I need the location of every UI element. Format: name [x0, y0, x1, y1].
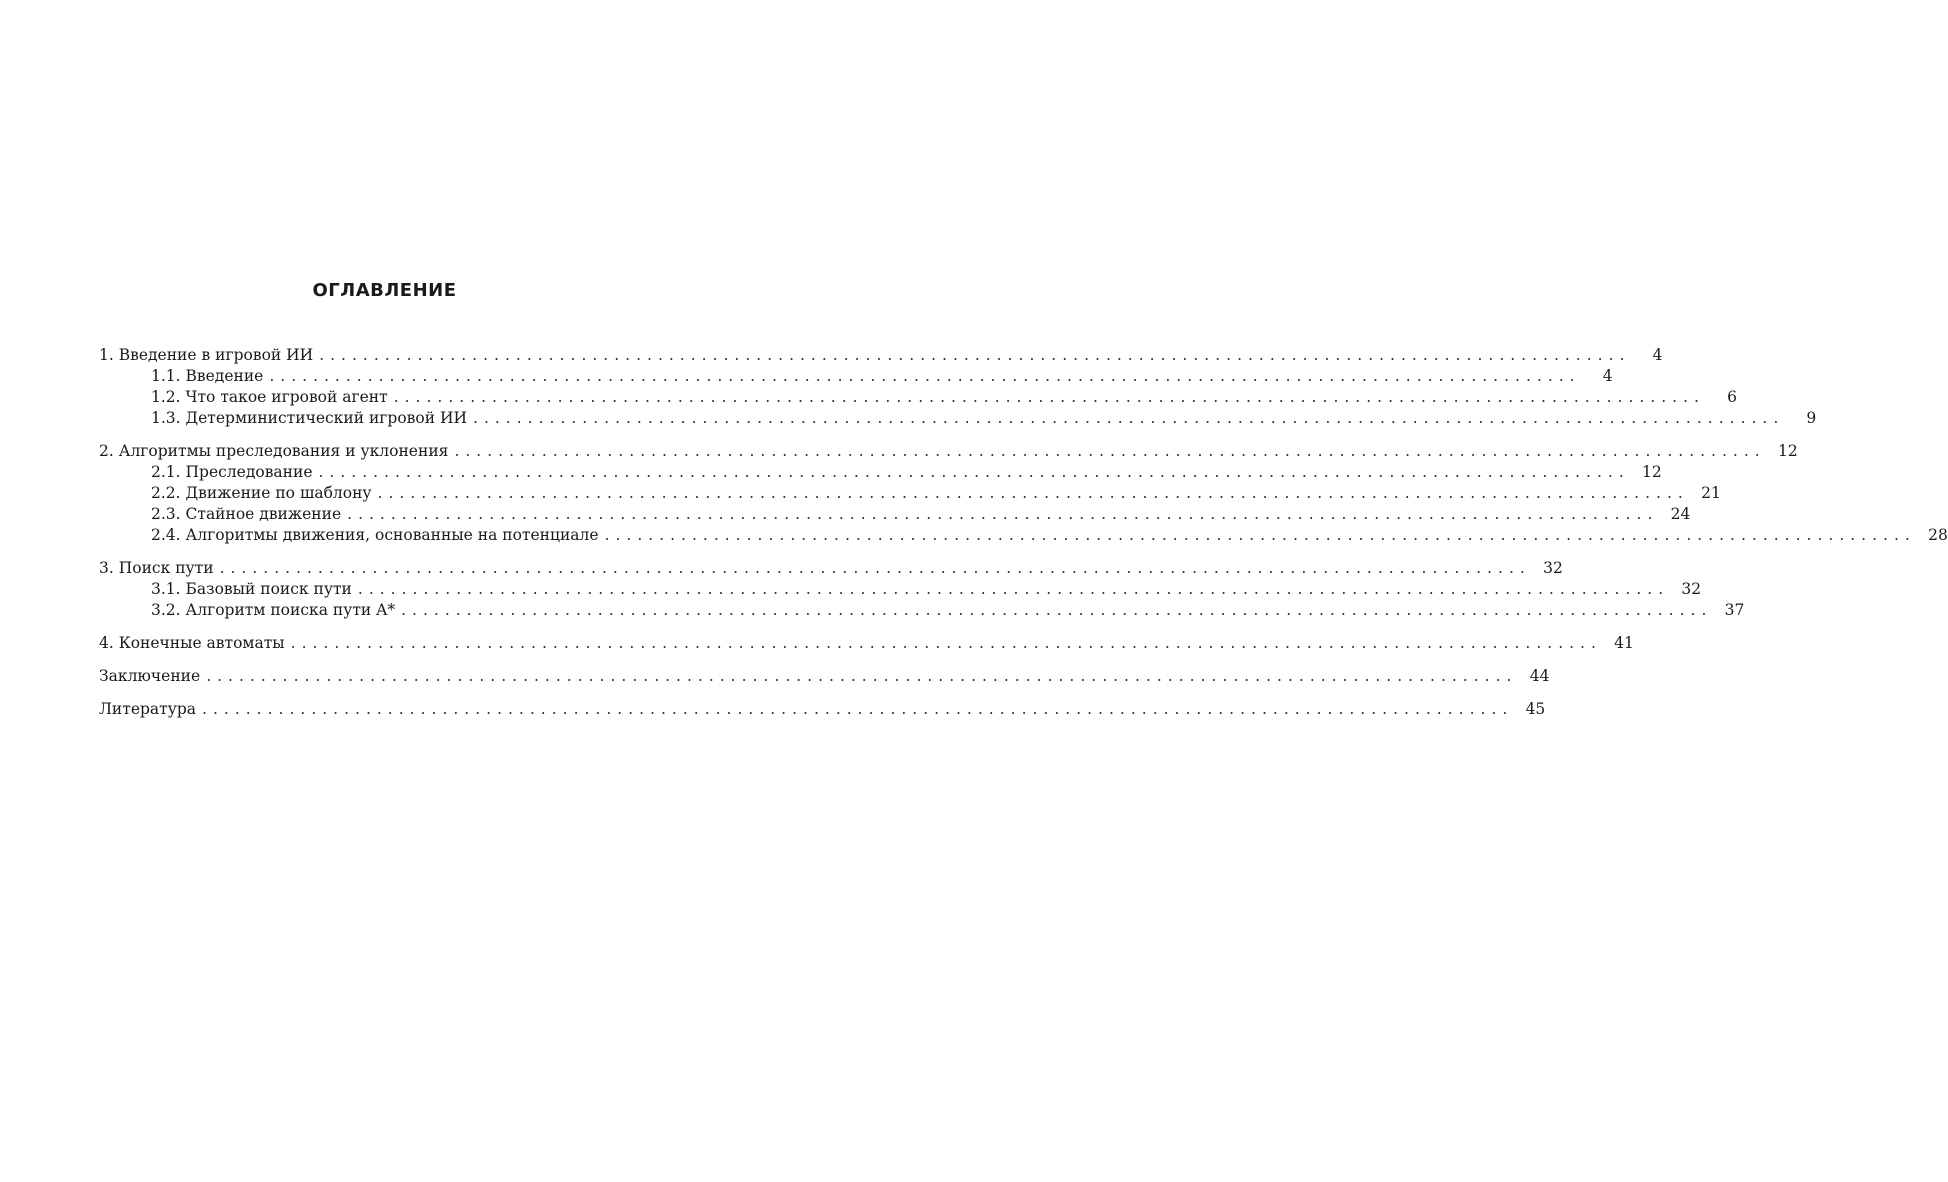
- dot-leader: ........................................................................................................................: [318, 463, 1630, 481]
- dot-leader: ........................................................................................................................: [357, 580, 1670, 598]
- toc-entry-label: 2.3. Стайное движение: [151, 505, 342, 523]
- dot-leader: ........................................................................................................................: [393, 388, 1705, 406]
- toc-entry-page: 12: [1777, 442, 1798, 460]
- dot-leader: ........................................................................................................................: [604, 526, 1916, 544]
- toc-entry-page: 45: [1525, 700, 1546, 718]
- toc-entry-label: 2.2. Движение по шаблону: [151, 484, 372, 502]
- toc-title: ОГЛАВЛЕНИЕ: [312, 280, 457, 301]
- toc-entry-page: 6: [1727, 388, 1737, 406]
- dot-leader: ........................................................................................................................: [269, 367, 1581, 385]
- dot-leader: ........................................................................................................................: [473, 409, 1785, 427]
- toc-subentry[interactable]: [99, 579, 1702, 600]
- toc-subentry[interactable]: [99, 600, 1745, 621]
- toc-subentry[interactable]: [99, 408, 1817, 429]
- toc-entry[interactable]: [99, 345, 1663, 366]
- toc-entry-label: 2.4. Алгоритмы движения, основанные на потенциале: [151, 526, 599, 544]
- toc-entry[interactable]: [99, 699, 1546, 720]
- toc-entry-label: 2. Алгоритмы преследования и уклонения: [99, 442, 449, 460]
- toc-entry-label: Заключение: [99, 667, 201, 685]
- dot-leader: ........................................................................................................................: [377, 484, 1689, 502]
- toc-subentry[interactable]: [99, 462, 1662, 483]
- toc-entry[interactable]: [99, 441, 1798, 462]
- toc-entry-page: 21: [1701, 484, 1721, 502]
- dot-leader: ........................................................................................................................: [319, 346, 1631, 364]
- dot-leader: ........................................................................................................................: [454, 442, 1766, 460]
- toc-subentry[interactable]: [99, 366, 1613, 387]
- toc-entry-page: 37: [1724, 601, 1745, 619]
- toc-entry-page: 41: [1614, 634, 1634, 652]
- toc-entry[interactable]: [99, 558, 1563, 579]
- dot-leader: ........................................................................................................................: [219, 559, 1531, 577]
- toc-entry-label: Литература: [99, 700, 197, 718]
- toc-entry-page: 9: [1806, 409, 1817, 427]
- toc-entry-label: 4. Конечные автоматы: [99, 634, 285, 652]
- toc-entry-label: 1.1. Введение: [151, 367, 264, 385]
- toc-entry-page: 12: [1642, 463, 1662, 481]
- toc-entry-label: 1.3. Детерминистический игровой ИИ: [151, 409, 468, 427]
- toc-entry-page: 32: [1681, 580, 1702, 598]
- dot-leader: ........................................................................................................................: [347, 505, 1659, 523]
- toc-entry-page: 32: [1543, 559, 1563, 577]
- toc-subentry[interactable]: [99, 504, 1691, 525]
- toc-subentry[interactable]: [99, 483, 1721, 504]
- toc-entry-page: 44: [1529, 667, 1550, 685]
- toc-entry[interactable]: [99, 633, 1634, 654]
- toc-entry-label: 3.1. Базовый поиск пути: [151, 580, 352, 598]
- table-of-contents: [99, 345, 1948, 720]
- toc-entry-label: 2.1. Преследование: [151, 463, 313, 481]
- toc-entry-page: 28: [1928, 526, 1948, 544]
- toc-entry-label: 3.2. Алгоритм поиска пути A*: [151, 601, 396, 619]
- toc-entry-page: 24: [1670, 505, 1691, 523]
- dot-leader: ........................................................................................................................: [290, 634, 1602, 652]
- toc-entry-label: 1.2. Что такое игровой агент: [151, 388, 388, 406]
- dot-leader: ........................................................................................................................: [206, 667, 1518, 685]
- toc-entry[interactable]: [99, 666, 1550, 687]
- toc-entry-label: 3. Поиск пути: [99, 559, 214, 577]
- toc-subentry[interactable]: [99, 387, 1737, 408]
- dot-leader: ........................................................................................................................: [202, 700, 1514, 718]
- toc-entry-page: 4: [1652, 346, 1663, 364]
- toc-entry-label: 1. Введение в игровой ИИ: [99, 346, 314, 364]
- toc-entry-page: 4: [1602, 367, 1613, 385]
- dot-leader: ........................................................................................................................: [401, 601, 1713, 619]
- toc-subentry[interactable]: [99, 525, 1948, 546]
